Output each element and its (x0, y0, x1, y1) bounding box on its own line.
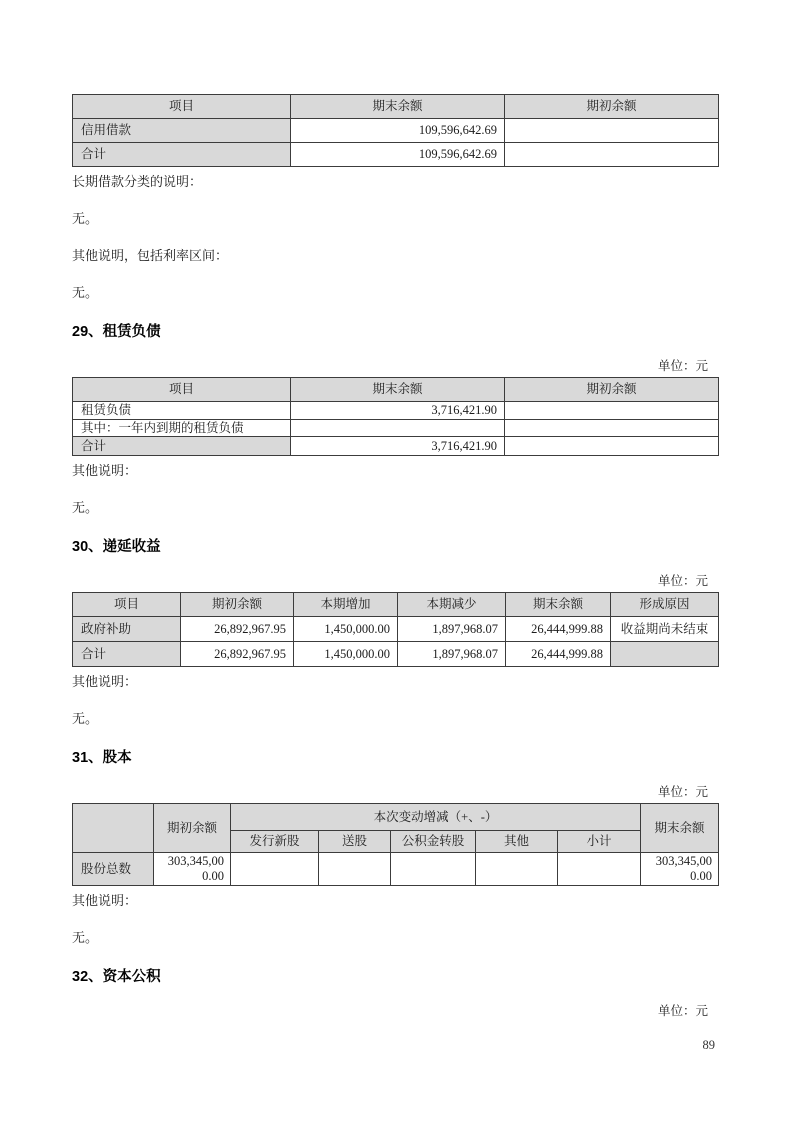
column-header-reason: 形成原因 (611, 593, 719, 617)
table-row (73, 119, 719, 143)
column-header-ending-balance: 期末余额 (641, 804, 719, 853)
unit-label: 单位：元 (657, 785, 708, 799)
cell-ending-balance: 303,345,000.00 (641, 853, 719, 886)
row-label: 合计 (73, 143, 291, 167)
none-text: 无。 (72, 500, 99, 515)
cell-ending-balance (291, 420, 505, 437)
section-heading-29: 29、租赁负债 (72, 324, 161, 340)
table-row (73, 617, 719, 642)
row-label: 其中：一年内到期的租赁负债 (73, 420, 291, 437)
cell-increase: 1,450,000.00 (294, 642, 398, 667)
other-note-interest-label: 其他说明，包括利率区间： (72, 248, 229, 263)
column-header-ending-balance: 期末余额 (291, 378, 505, 402)
none-text: 无。 (72, 211, 99, 226)
cell-ending-balance: 3,716,421.90 (291, 402, 505, 420)
column-header-beginning-balance: 期初余额 (181, 593, 294, 617)
section-heading-32: 32、资本公积 (72, 969, 161, 985)
cell-ending-balance: 26,444,999.88 (506, 642, 611, 667)
cell-reason (611, 642, 719, 667)
none-text: 无。 (72, 711, 99, 726)
cell-beginning-balance (505, 143, 719, 167)
cell-reason: 收益期尚未结束 (611, 617, 719, 642)
page-number: 89 (702, 1038, 715, 1052)
column-header-change-group: 本次变动增减（+、-） (231, 804, 641, 831)
row-label: 股份总数 (73, 853, 154, 886)
cell-bonus-shares (319, 853, 391, 886)
column-header-item: 项目 (73, 378, 291, 402)
other-note-label: 其他说明： (72, 893, 138, 908)
column-header-ending-balance: 期末余额 (506, 593, 611, 617)
cell-subtotal (558, 853, 641, 886)
empty-header-cell (73, 804, 154, 853)
column-header-subtotal: 小计 (558, 831, 641, 853)
row-label: 租赁负债 (73, 402, 291, 420)
row-label: 信用借款 (73, 119, 291, 143)
cell-ending-balance: 3,716,421.90 (291, 437, 505, 456)
cell-ending-balance: 109,596,642.69 (291, 143, 505, 167)
column-header-increase: 本期增加 (294, 593, 398, 617)
column-header-beginning-balance: 期初余额 (154, 804, 231, 853)
table-row-total (73, 437, 719, 456)
table-header-row (73, 804, 719, 831)
cell-reserve-conversion (391, 853, 476, 886)
row-label: 合计 (73, 642, 181, 667)
unit-label: 单位：元 (657, 1004, 708, 1018)
column-header-bonus-shares: 送股 (319, 831, 391, 853)
deferred-income-table (72, 592, 719, 667)
cell-beginning-balance (505, 119, 719, 143)
table-row (73, 420, 719, 437)
cell-beginning-balance: 26,892,967.95 (181, 642, 294, 667)
table-header-row (73, 593, 719, 617)
row-label: 政府补助 (73, 617, 181, 642)
lease-liabilities-table (72, 377, 719, 456)
column-header-ending-balance: 期末余额 (291, 95, 505, 119)
column-header-decrease: 本期减少 (398, 593, 506, 617)
cell-beginning-balance (505, 420, 719, 437)
cell-decrease: 1,897,968.07 (398, 642, 506, 667)
column-header-reserve-conversion: 公积金转股 (391, 831, 476, 853)
cell-increase: 1,450,000.00 (294, 617, 398, 642)
column-header-item: 项目 (73, 593, 181, 617)
none-text: 无。 (72, 930, 99, 945)
column-header-beginning-balance: 期初余额 (505, 378, 719, 402)
cell-beginning-balance: 26,892,967.95 (181, 617, 294, 642)
cell-ending-balance: 26,444,999.88 (506, 617, 611, 642)
cell-ending-balance: 109,596,642.69 (291, 119, 505, 143)
long-term-loans-table (72, 94, 719, 167)
cell-beginning-balance (505, 437, 719, 456)
unit-label: 单位：元 (657, 574, 708, 588)
table-row (73, 402, 719, 420)
column-header-item: 项目 (73, 95, 291, 119)
other-note-label: 其他说明： (72, 674, 138, 689)
none-text: 无。 (72, 285, 99, 300)
table-row-total (73, 143, 719, 167)
loan-classification-note-label: 长期借款分类的说明： (72, 174, 203, 189)
cell-beginning-balance: 303,345,000.00 (154, 853, 231, 886)
table-header-row (73, 378, 719, 402)
column-header-new-shares: 发行新股 (231, 831, 319, 853)
table-row (73, 853, 719, 886)
section-heading-30: 30、递延收益 (72, 539, 161, 555)
table-row-total (73, 642, 719, 667)
cell-decrease: 1,897,968.07 (398, 617, 506, 642)
cell-new-shares (231, 853, 319, 886)
section-heading-31: 31、股本 (72, 750, 132, 766)
share-capital-table (72, 803, 719, 886)
column-header-other: 其他 (476, 831, 558, 853)
other-note-label: 其他说明： (72, 463, 138, 478)
row-label: 合计 (73, 437, 291, 456)
column-header-beginning-balance: 期初余额 (505, 95, 719, 119)
cell-beginning-balance (505, 402, 719, 420)
cell-other (476, 853, 558, 886)
table-header-row (73, 95, 719, 119)
unit-label: 单位：元 (657, 359, 708, 373)
